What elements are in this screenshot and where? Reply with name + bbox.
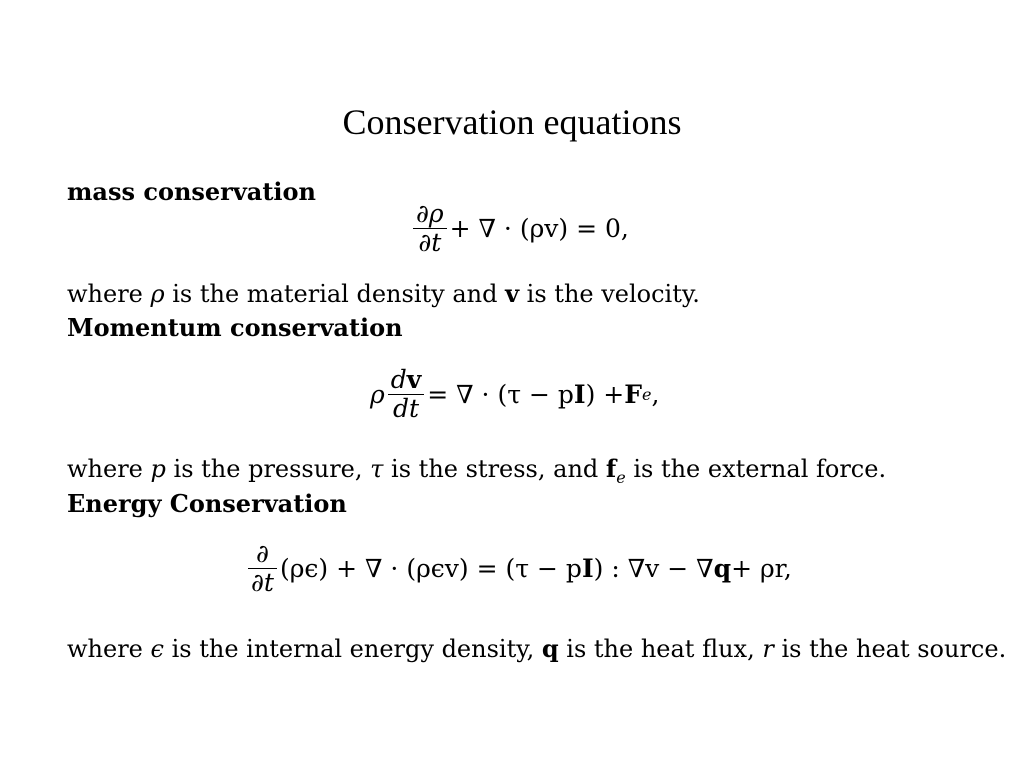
- text-fragment: is the heat flux,: [558, 635, 763, 663]
- heat-flux-symbol: q: [713, 553, 732, 583]
- external-force-symbol: f: [605, 454, 617, 483]
- identity-symbol: I: [581, 553, 594, 583]
- external-force-subscript: e: [616, 467, 626, 487]
- text-fragment: is the internal energy density,: [163, 635, 542, 663]
- momentum-rhs-part: = ∇ · (τ − p: [427, 379, 574, 409]
- mass-equation: [410, 200, 629, 257]
- momentum-explanation: [67, 455, 886, 492]
- text-fragment: where: [67, 280, 151, 308]
- text-fragment: is the heat source.: [773, 635, 1007, 663]
- text-fragment: is the material density and: [164, 280, 506, 308]
- tau-symbol: τ: [370, 455, 384, 483]
- momentum-rhs-part: ) +: [585, 379, 625, 409]
- mass-conservation-heading: mass conservation: [67, 177, 316, 206]
- dv-dt-fraction: [388, 366, 425, 423]
- pressure-symbol: p: [150, 455, 166, 483]
- fraction-denominator: dt: [392, 394, 419, 423]
- rho-symbol: ρ: [370, 379, 385, 409]
- text-fragment: where: [67, 455, 151, 483]
- text-fragment: is the external force.: [625, 455, 887, 483]
- text-fragment: is the stress, and: [383, 455, 606, 483]
- fraction-denominator: ∂t: [418, 228, 442, 257]
- slide-title: Conservation equations: [342, 102, 682, 142]
- force-symbol: F: [624, 379, 642, 409]
- identity-symbol: I: [573, 379, 586, 409]
- mass-equation-rhs: + ∇ · (ρv) = 0,: [449, 213, 629, 243]
- energy-conservation-heading: Energy Conservation: [67, 489, 347, 518]
- text-fragment: is the velocity.: [519, 280, 700, 308]
- momentum-rhs-part: ,: [651, 379, 660, 409]
- momentum-conservation-heading: Momentum conservation: [67, 313, 403, 342]
- partial-rho-fraction: [413, 200, 447, 257]
- energy-rhs-part: ) : ∇v − ∇: [593, 553, 714, 583]
- fraction-denominator: ∂t: [251, 568, 274, 597]
- text-fragment: where: [67, 635, 151, 663]
- heat-source-symbol: r: [762, 635, 774, 663]
- heat-flux-symbol: q: [541, 634, 559, 663]
- energy-equation: [245, 540, 792, 597]
- fraction-numerator: ∂ρ: [416, 199, 444, 228]
- momentum-equation: [370, 366, 659, 423]
- energy-explanation: [67, 635, 1006, 663]
- rho-symbol: ρ: [150, 280, 165, 308]
- force-subscript: e: [641, 384, 652, 404]
- epsilon-symbol: ϵ: [150, 635, 164, 663]
- partial-t-fraction: [248, 540, 277, 597]
- text-fragment: is the pressure,: [165, 455, 371, 483]
- energy-rhs-part: (ρϵ) + ∇ · (ρϵv) = (τ − p: [279, 553, 582, 583]
- mass-explanation: [67, 280, 700, 308]
- energy-rhs-part: + ρr,: [731, 553, 792, 583]
- fraction-numerator: dv: [390, 365, 422, 394]
- velocity-symbol: v: [505, 279, 520, 308]
- fraction-numerator: ∂: [256, 539, 269, 568]
